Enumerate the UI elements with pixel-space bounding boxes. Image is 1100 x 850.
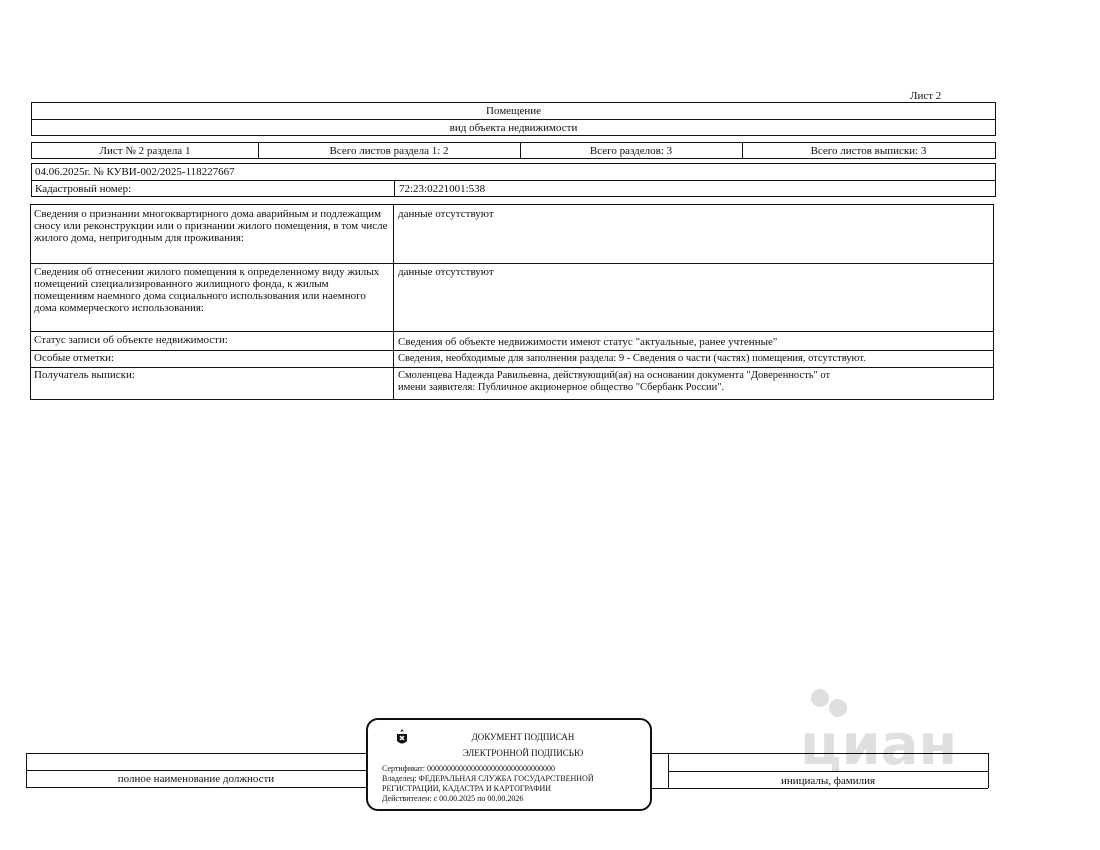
watermark-logo xyxy=(760,684,990,774)
position-caption: полное наименование должности xyxy=(117,773,275,785)
stamp-validity: Действителен: с 00.00.2025 по 00.00.2026 xyxy=(382,794,524,803)
table-row-value: данные отсутствуют xyxy=(398,266,494,278)
meta-row xyxy=(31,142,996,159)
sheet-of-section: Лист № 2 раздела 1 xyxy=(99,145,191,157)
table-row-value: данные отсутствуют xyxy=(398,208,494,220)
object-title: Помещение xyxy=(485,105,542,117)
table-row-value: Сведения, необходимые для заполнения раздела: 9 - Сведения о части (частях) помещения, отсутствуют. xyxy=(398,353,866,364)
date-number: 04.06.2025г. № КУВИ-002/2025-118227667 xyxy=(35,166,235,178)
stamp-subtitle: ЭЛЕКТРОННОЙ ПОДПИСЬЮ xyxy=(462,748,584,758)
table-row-label: Особые отметки: xyxy=(34,352,115,364)
table-row-value: Сведения об объекте недвижимости имеют статус "актуальные, ранее учтенные" xyxy=(398,336,778,348)
table-row-label: Сведения об отнесении жилого помещения к определенному виду жилых помещений специализированного жилищного фонда, к жилым помещениям наемного дома социального использования или наемного дома коммерческого использования: xyxy=(34,266,380,314)
sheet-label: Лист 2 xyxy=(910,90,942,102)
emblem-icon xyxy=(394,728,410,750)
watermark-text: циан xyxy=(800,713,958,774)
object-header xyxy=(31,102,996,136)
table-row-label: Сведения о признании многоквартирного дома аварийным и подлежащим сносу или реконструкции или о признании жилого помещения, в том числе жилого дома, непригодным для проживания: xyxy=(34,208,388,244)
stamp-owner-cont: РЕГИСТРАЦИИ, КАДАСТРА И КАРТОГРАФИИ xyxy=(382,784,552,793)
date-cadastral-block xyxy=(31,163,996,197)
stamp-owner: Владелец: ФЕДЕРАЛЬНАЯ СЛУЖБА ГОСУДАРСТВЕННОЙ xyxy=(382,774,594,783)
cadastral-value: 72:23:0221001:538 xyxy=(399,183,486,195)
e-signature-stamp xyxy=(366,718,652,811)
total-sections: Всего разделов: 3 xyxy=(589,145,673,157)
table-row-value: Смоленцева Надежда Равильевна, действующий(ая) на основании документа "Доверенность" от имени заявителя: Публичное акционерное общество "Сбербанк России". xyxy=(398,370,831,393)
stamp-title: ДОКУМЕНТ ПОДПИСАН xyxy=(471,732,575,742)
table-row-label: Получатель выписки: xyxy=(34,369,135,381)
table-row-label: Статус записи об объекте недвижимости: xyxy=(34,334,228,346)
object-kind: вид объекта недвижимости xyxy=(449,122,578,134)
stamp-certificate: Сертификат: 00000000000000000000000000000000 xyxy=(382,764,555,773)
total-sheets-section: Всего листов раздела 1: 2 xyxy=(329,145,449,157)
info-table xyxy=(30,204,994,400)
total-sheets-extract: Всего листов выписки: 3 xyxy=(810,145,927,157)
name-caption: инициалы, фамилия xyxy=(780,775,876,787)
cadastral-label: Кадастровый номер: xyxy=(35,183,132,195)
